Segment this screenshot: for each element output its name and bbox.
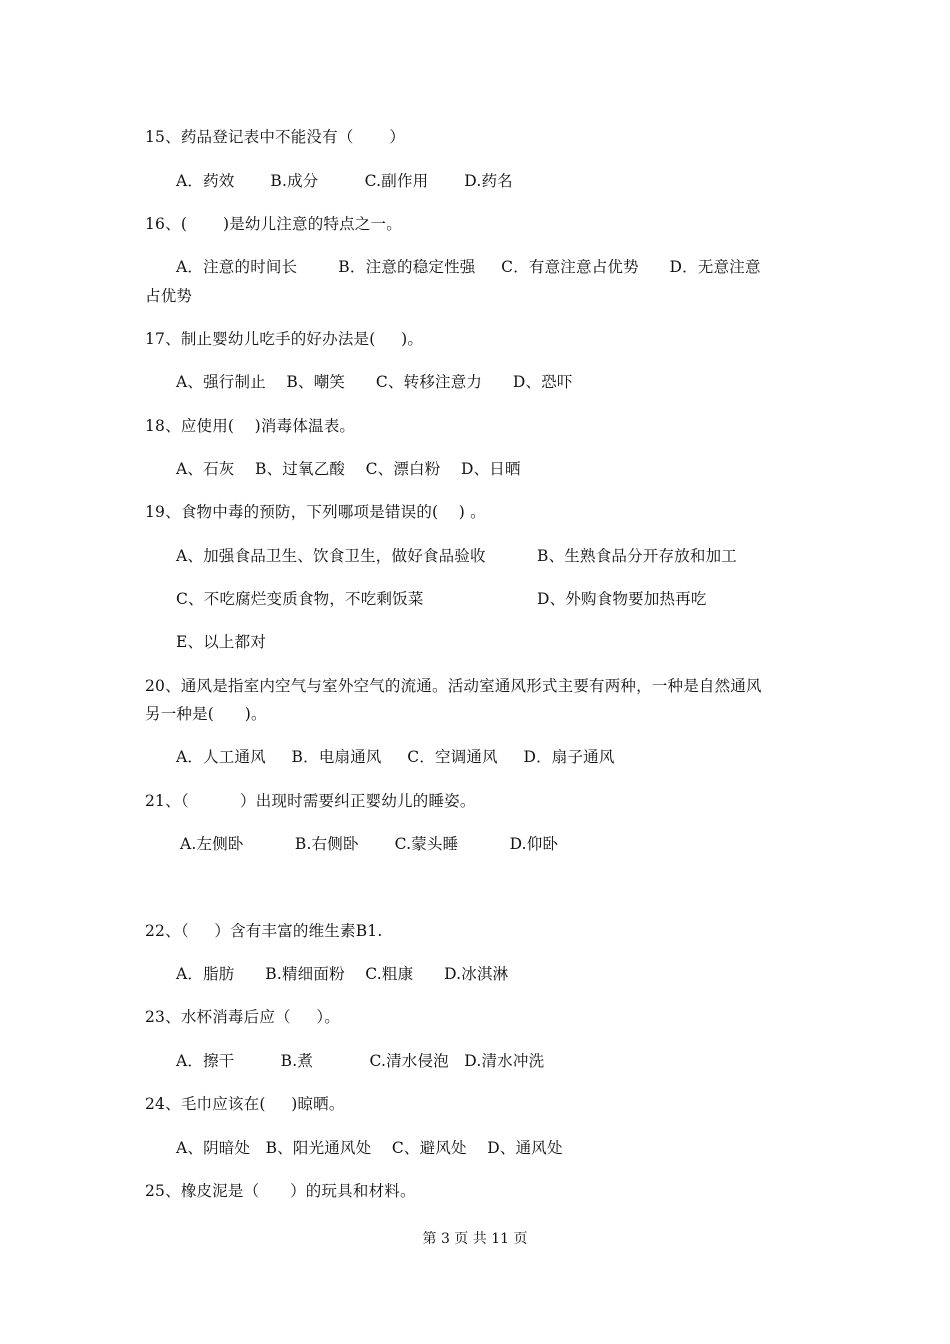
question-20-options: A．人工通风 B．电扇通风 C．空调通风 D．扇子通风 [176, 748, 615, 766]
question-25-stem: 25、橡皮泥是（ ）的玩具和材料。 [145, 1182, 416, 1200]
question-22-options: A．脂肪 B.精细面粉 C.粗康 D.冰淇淋 [176, 965, 509, 983]
question-15-options: A．药效 B.成分 C.副作用 D.药名 [176, 172, 513, 190]
question-19-option-b: B、生熟食品分开存放和加工 [537, 547, 737, 565]
question-21-options: A.左侧卧 B.右侧卧 C.蒙头睡 D.仰卧 [180, 835, 559, 853]
question-19-option-e: E、以上都对 [176, 633, 267, 651]
question-19-option-a: A、加强食品卫生、饮食卫生，做好食品验收 [176, 547, 486, 565]
question-16-options: A．注意的时间长 B．注意的稳定性强 C．有意注意占优势 D．无意注意 [176, 258, 761, 276]
question-22-stem: 22、（ ）含有丰富的维生素B1. [145, 922, 383, 940]
question-15-stem: 15、药品登记表中不能没有（ ） [145, 128, 406, 146]
question-23-options: A．擦干 B.煮 C.清水侵泡 D.清水冲洗 [176, 1052, 545, 1070]
question-21-stem: 21、（ ）出现时需要纠正婴幼儿的睡姿。 [145, 792, 476, 810]
question-18-options: A、石灰 B、过氧乙酸 C、漂白粉 D、日晒 [176, 460, 521, 478]
question-23-stem: 23、水杯消毒后应（ ）。 [145, 1008, 341, 1026]
question-17-stem: 17、制止婴幼儿吃手的好办法是( )。 [145, 330, 424, 348]
question-19-stem: 19、食物中毒的预防，下列哪项是错误的( ) 。 [145, 503, 486, 521]
question-24-options: A、阴暗处 B、阳光通风处 C、避风处 D、通风处 [176, 1139, 563, 1157]
page-number: 第 3 页 共 11 页 [422, 1231, 528, 1247]
question-16-stem: 16、( )是幼儿注意的特点之一。 [145, 215, 402, 233]
question-17-options: A、强行制止 B、嘲笑 C、转移注意力 D、恐吓 [176, 373, 573, 391]
question-16-options-continued: 占优势 [145, 287, 193, 305]
question-19-option-d: D、外购食物要加热再吃 [537, 590, 707, 608]
question-24-stem: 24、毛巾应该在( )晾晒。 [145, 1095, 345, 1113]
question-18-stem: 18、应使用( )消毒体温表。 [145, 417, 356, 435]
question-20-stem-continued: 另一种是( )。 [145, 705, 267, 723]
question-20-stem: 20、通风是指室内空气与室外空气的流通。活动室通风形式主要有两种，一种是自然通风 [145, 677, 762, 695]
question-19-option-c: C、不吃腐烂变质食物，不吃剩饭菜 [176, 590, 424, 608]
